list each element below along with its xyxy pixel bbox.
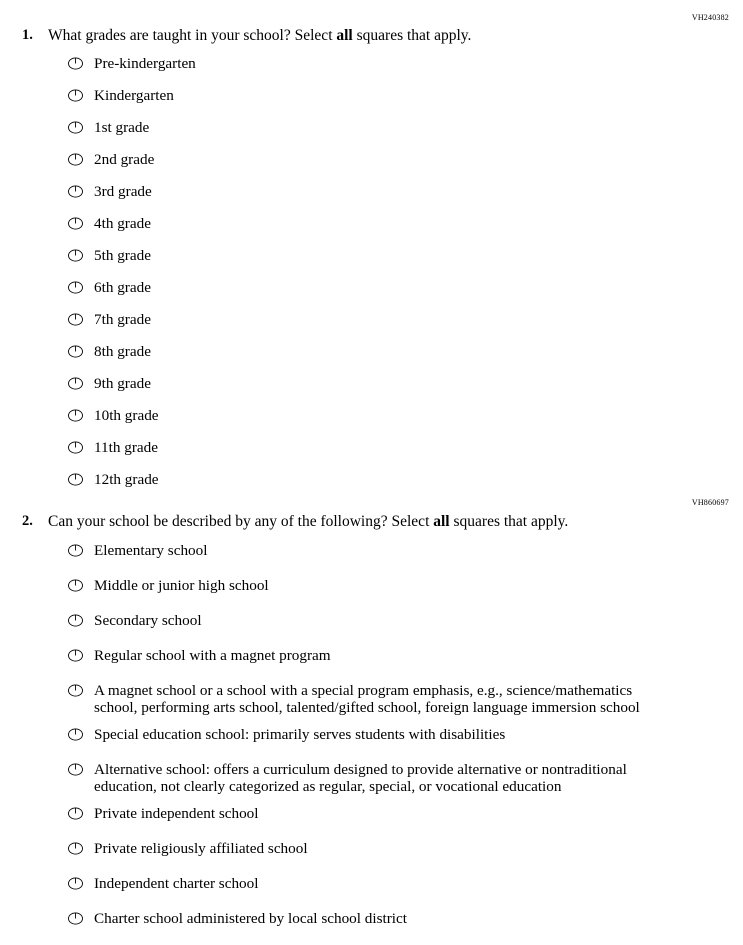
empty-checkbox-icon[interactable]: [68, 912, 83, 925]
option-row[interactable]: [0, 577, 743, 603]
question-1-text-before: What grades are taught in your school? Select: [48, 27, 337, 44]
option-row[interactable]: [0, 761, 743, 796]
empty-checkbox-icon[interactable]: [68, 345, 83, 358]
empty-checkbox-icon[interactable]: [68, 153, 83, 166]
question-code-1: VH240382: [691, 13, 729, 22]
option-row[interactable]: [0, 151, 743, 177]
question-1-text: [48, 27, 471, 44]
option-row[interactable]: [0, 910, 743, 936]
empty-checkbox-icon[interactable]: [68, 728, 83, 741]
option-row[interactable]: [0, 279, 743, 305]
option-label-line2: school, performing arts school, talented/gifted school, foreign language immersion school: [94, 699, 640, 717]
option-row[interactable]: [0, 875, 743, 901]
question-2-text-before: Can your school be described by any of the following? Select: [48, 513, 434, 530]
question-2-text-after: squares that apply.: [449, 513, 569, 530]
empty-checkbox-icon[interactable]: [68, 377, 83, 390]
empty-checkbox-icon[interactable]: [68, 313, 83, 326]
empty-checkbox-icon[interactable]: [68, 763, 83, 776]
option-label: 9th grade: [94, 375, 151, 393]
option-label: 1st grade: [94, 119, 150, 137]
option-label: Independent charter school: [94, 875, 259, 893]
empty-checkbox-icon[interactable]: [68, 57, 83, 70]
empty-checkbox-icon[interactable]: [68, 441, 83, 454]
empty-checkbox-icon[interactable]: [68, 121, 83, 134]
option-label: Private independent school: [94, 805, 259, 823]
question-2-text: [48, 513, 568, 530]
option-label-line1: A magnet school or a school with a special program emphasis, e.g., science/mathematics: [94, 682, 633, 700]
empty-checkbox-icon[interactable]: [68, 185, 83, 198]
option-label: Kindergarten: [94, 87, 174, 105]
question-block-1: [0, 8, 743, 503]
option-label: Pre-kindergarten: [94, 55, 196, 73]
empty-checkbox-icon[interactable]: [68, 249, 83, 262]
option-row[interactable]: [0, 612, 743, 638]
option-label: 10th grade: [94, 407, 159, 425]
option-label: 2nd grade: [94, 151, 155, 169]
question-1-number: 1.: [22, 27, 33, 43]
empty-checkbox-icon[interactable]: [68, 649, 83, 662]
option-label: Private religiously affiliated school: [94, 840, 308, 858]
option-label-line1: Alternative school: offers a curriculum designed to provide alternative or nontraditional: [94, 761, 627, 779]
empty-checkbox-icon[interactable]: [68, 842, 83, 855]
option-label: Regular school with a magnet program: [94, 647, 331, 665]
option-row[interactable]: [0, 87, 743, 113]
empty-checkbox-icon[interactable]: [68, 89, 83, 102]
option-label: 11th grade: [94, 439, 158, 457]
option-label: 4th grade: [94, 215, 151, 233]
option-row[interactable]: [0, 647, 743, 673]
question-1-options: [0, 55, 743, 497]
option-label: 12th grade: [94, 471, 159, 489]
empty-checkbox-icon[interactable]: [68, 281, 83, 294]
option-row[interactable]: [0, 407, 743, 433]
option-label: [94, 682, 743, 717]
option-row[interactable]: [0, 375, 743, 401]
option-row[interactable]: [0, 542, 743, 568]
option-row[interactable]: [0, 682, 743, 717]
empty-checkbox-icon[interactable]: [68, 579, 83, 592]
option-label: 8th grade: [94, 343, 151, 361]
empty-checkbox-icon[interactable]: [68, 684, 83, 697]
option-row[interactable]: [0, 726, 743, 752]
empty-checkbox-icon[interactable]: [68, 544, 83, 557]
option-row[interactable]: [0, 55, 743, 81]
option-label: 6th grade: [94, 279, 151, 297]
option-row[interactable]: [0, 471, 743, 497]
option-row[interactable]: [0, 215, 743, 241]
question-1-text-bold: all: [336, 27, 353, 44]
option-label: Special education school: primarily serves students with disabilities: [94, 726, 506, 744]
option-label: Charter school administered by local school district: [94, 910, 407, 928]
question-1-text-after: squares that apply.: [352, 27, 472, 44]
option-label: Secondary school: [94, 612, 202, 630]
option-row[interactable]: [0, 805, 743, 831]
question-2-prompt: [0, 512, 743, 531]
empty-checkbox-icon[interactable]: [68, 807, 83, 820]
question-1-prompt: [0, 26, 743, 45]
option-label: 5th grade: [94, 247, 151, 265]
question-2-text-bold: all: [433, 513, 450, 530]
question-2-number: 2.: [22, 513, 33, 529]
empty-checkbox-icon[interactable]: [68, 614, 83, 627]
question-2-options: [0, 542, 743, 936]
option-label: Elementary school: [94, 542, 208, 560]
empty-checkbox-icon[interactable]: [68, 217, 83, 230]
empty-checkbox-icon[interactable]: [68, 473, 83, 486]
option-row[interactable]: [0, 247, 743, 273]
option-label: 7th grade: [94, 311, 151, 329]
option-row[interactable]: [0, 343, 743, 369]
option-row[interactable]: [0, 183, 743, 209]
option-label: [94, 761, 743, 796]
option-label: Middle or junior high school: [94, 577, 269, 595]
empty-checkbox-icon[interactable]: [68, 877, 83, 890]
empty-checkbox-icon[interactable]: [68, 409, 83, 422]
option-row[interactable]: [0, 439, 743, 465]
option-label-line2: education, not clearly categorized as regular, special, or vocational education: [94, 778, 562, 796]
question-code-2: VH860697: [691, 498, 729, 507]
question-block-2: [0, 496, 743, 945]
option-row[interactable]: [0, 119, 743, 145]
option-label: 3rd grade: [94, 183, 152, 201]
option-row[interactable]: [0, 311, 743, 337]
option-row[interactable]: [0, 840, 743, 866]
